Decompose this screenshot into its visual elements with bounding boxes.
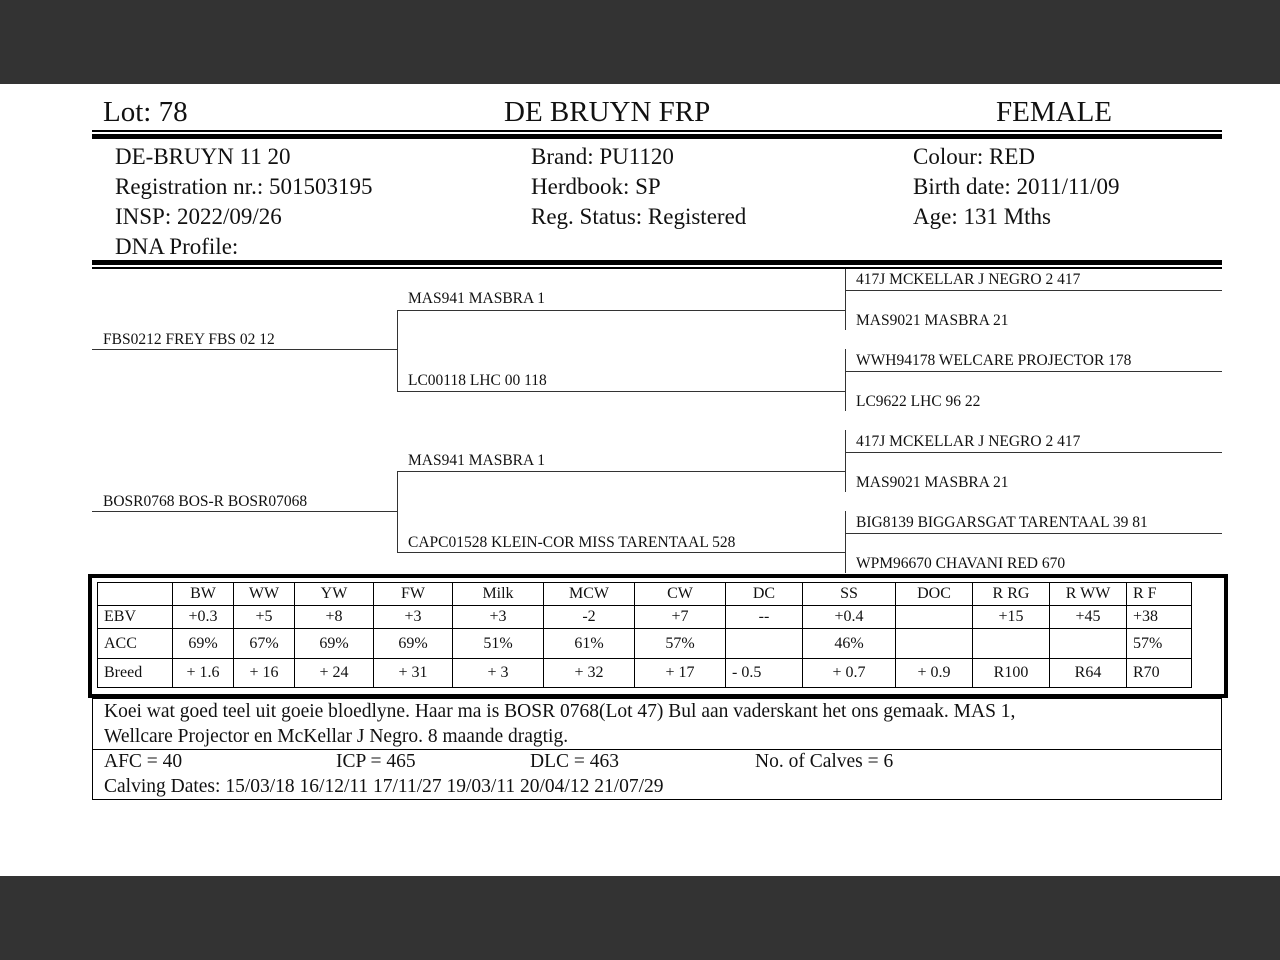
ebv-header-cell: R F: [1127, 583, 1192, 606]
ggp-3-line: [845, 371, 1222, 372]
ebv-cell: +38: [1127, 606, 1192, 629]
ebv-cell: +8: [295, 606, 374, 629]
icp: ICP = 465: [336, 751, 416, 772]
acc-cell: 61%: [544, 629, 635, 659]
sire-dam-line: [397, 391, 845, 392]
breed-row: [98, 659, 1192, 688]
age: Age: 131 Mths: [913, 204, 1051, 229]
acc-cell: 57%: [1127, 629, 1192, 659]
breed-cell: + 32: [544, 659, 635, 688]
acc-cell: [1050, 629, 1127, 659]
sire-sire-line: [397, 310, 845, 311]
breed-row-label: Breed: [98, 659, 173, 688]
ebv-cell: --: [726, 606, 803, 629]
ebv-table: [97, 582, 1192, 688]
ggp-8: WPM96670 CHAVANI RED 670: [856, 555, 1066, 572]
breed-cell: + 16: [234, 659, 295, 688]
acc-row: [98, 629, 1192, 659]
breed-cell: + 1.6: [173, 659, 234, 688]
dam-bracket: [397, 471, 398, 553]
header-rule-thin: [92, 130, 1222, 132]
ebv-header-cell: Milk: [453, 583, 544, 606]
ggp-6: MAS9021 MASBRA 21: [856, 474, 1009, 491]
ebv-header-cell: YW: [295, 583, 374, 606]
ebv-cell: +45: [1050, 606, 1127, 629]
acc-cell: 69%: [374, 629, 453, 659]
ebv-cell: +3: [453, 606, 544, 629]
breed-cell: - 0.5: [726, 659, 803, 688]
header-rule-thick: [92, 134, 1222, 139]
breed-cell: + 17: [635, 659, 726, 688]
acc-cell: [973, 629, 1050, 659]
inspection-date: INSP: 2022/09/26: [115, 204, 282, 229]
dlc: DLC = 463: [530, 751, 619, 772]
ggp-1-line: [845, 290, 1222, 291]
ebv-header-row: [98, 583, 1192, 606]
breed-cell: R70: [1127, 659, 1192, 688]
ebv-header-cell: WW: [234, 583, 295, 606]
ggp-5-line: [845, 452, 1222, 453]
dam-dam: CAPC01528 KLEIN-COR MISS TARENTAAL 528: [408, 534, 736, 551]
herdbook: Herdbook: SP: [531, 174, 661, 199]
ggp-4: LC9622 LHC 96 22: [856, 393, 981, 410]
dam-sire: MAS941 MASBRA 1: [408, 452, 545, 469]
ggp-2: MAS9021 MASBRA 21: [856, 312, 1009, 329]
acc-row-label: ACC: [98, 629, 173, 659]
ebv-header-cell: CW: [635, 583, 726, 606]
sire: FBS0212 FREY FBS 02 12: [103, 331, 275, 348]
animal-name: DE-BRUYN 11 20: [115, 144, 291, 169]
ebv-header-cell: DOC: [896, 583, 973, 606]
ebv-row: [98, 606, 1192, 629]
registration-status: Reg. Status: Registered: [531, 204, 747, 229]
lot-number: Lot: 78: [103, 96, 188, 128]
dna-profile: DNA Profile:: [115, 234, 239, 259]
lot-sheet: [0, 84, 1280, 876]
ebv-table-frame: [88, 574, 1228, 698]
sire-sire: MAS941 MASBRA 1: [408, 290, 545, 307]
ggp-3: WWH94178 WELCARE PROJECTOR 178: [856, 352, 1132, 369]
acc-cell: 51%: [453, 629, 544, 659]
acc-cell: 69%: [173, 629, 234, 659]
comments-box: [92, 698, 1222, 750]
breed-cell: + 3: [453, 659, 544, 688]
dam-sire-line: [397, 471, 845, 472]
acc-cell: [726, 629, 803, 659]
breeder-name: DE BRUYN FRP: [504, 96, 711, 128]
breed-cell: R64: [1050, 659, 1127, 688]
ebv-header-cell: MCW: [544, 583, 635, 606]
calving-stats-box: [92, 749, 1222, 800]
dam: BOSR0768 BOS-R BOSR07068: [103, 493, 308, 510]
sex-label: FEMALE: [996, 96, 1112, 128]
ggp-bracket-3: [845, 430, 846, 492]
acc-cell: 57%: [635, 629, 726, 659]
colour: Colour: RED: [913, 144, 1036, 169]
ggp-1: 417J MCKELLAR J NEGRO 2 417: [856, 271, 1081, 288]
info-rule-thick: [92, 260, 1222, 265]
breed-cell: + 24: [295, 659, 374, 688]
ebv-header-cell: BW: [173, 583, 234, 606]
dam-dam-line: [397, 552, 845, 553]
sire-dam: LC00118 LHC 00 118: [408, 372, 547, 389]
ebv-cell: +3: [374, 606, 453, 629]
ggp-5: 417J MCKELLAR J NEGRO 2 417: [856, 433, 1081, 450]
afc: AFC = 40: [104, 751, 183, 772]
ebv-cell: [896, 606, 973, 629]
ebv-cell: +7: [635, 606, 726, 629]
dam-line: [92, 511, 397, 512]
number-of-calves: No. of Calves = 6: [755, 751, 894, 772]
ggp-bracket-2: [845, 349, 846, 411]
comment-line-2: Wellcare Projector en McKellar J Negro. 8 maande dragtig.: [104, 726, 569, 747]
sire-bracket: [397, 310, 398, 392]
ebv-cell: -2: [544, 606, 635, 629]
ebv-header-cell: R RG: [973, 583, 1050, 606]
ebv-header-cell: [98, 583, 173, 606]
calving-dates: Calving Dates: 15/03/18 16/12/11 17/11/27 19/03/11 20/04/12 21/07/29: [104, 776, 664, 797]
ebv-cell: +0.4: [803, 606, 896, 629]
ggp-bracket-4: [845, 511, 846, 573]
sire-line: [92, 349, 397, 350]
ebv-header-cell: SS: [803, 583, 896, 606]
breed-cell: + 0.7: [803, 659, 896, 688]
acc-cell: 67%: [234, 629, 295, 659]
ebv-row-label: EBV: [98, 606, 173, 629]
comment-line-1: Koei wat goed teel uit goeie bloedlyne. Haar ma is BOSR 0768(Lot 47) Bul aan vaderskant het ons gemaak. MAS 1,: [104, 701, 1016, 722]
ggp-7: BIG8139 BIGGARSGAT TARENTAAL 39 81: [856, 514, 1148, 531]
ebv-cell: +0.3: [173, 606, 234, 629]
ebv-header-cell: DC: [726, 583, 803, 606]
info-rule-thin: [92, 267, 1222, 269]
brand: Brand: PU1120: [531, 144, 674, 169]
breed-cell: R100: [973, 659, 1050, 688]
registration-number: Registration nr.: 501503195: [115, 174, 373, 199]
acc-cell: [896, 629, 973, 659]
acc-cell: 46%: [803, 629, 896, 659]
ebv-cell: +15: [973, 606, 1050, 629]
birth-date: Birth date: 2011/11/09: [913, 174, 1120, 199]
ggp-bracket-1: [845, 269, 846, 330]
ebv-cell: +5: [234, 606, 295, 629]
breed-cell: + 0.9: [896, 659, 973, 688]
breed-cell: + 31: [374, 659, 453, 688]
ggp-7-line: [845, 533, 1222, 534]
ebv-header-cell: FW: [374, 583, 453, 606]
ebv-header-cell: R WW: [1050, 583, 1127, 606]
acc-cell: 69%: [295, 629, 374, 659]
